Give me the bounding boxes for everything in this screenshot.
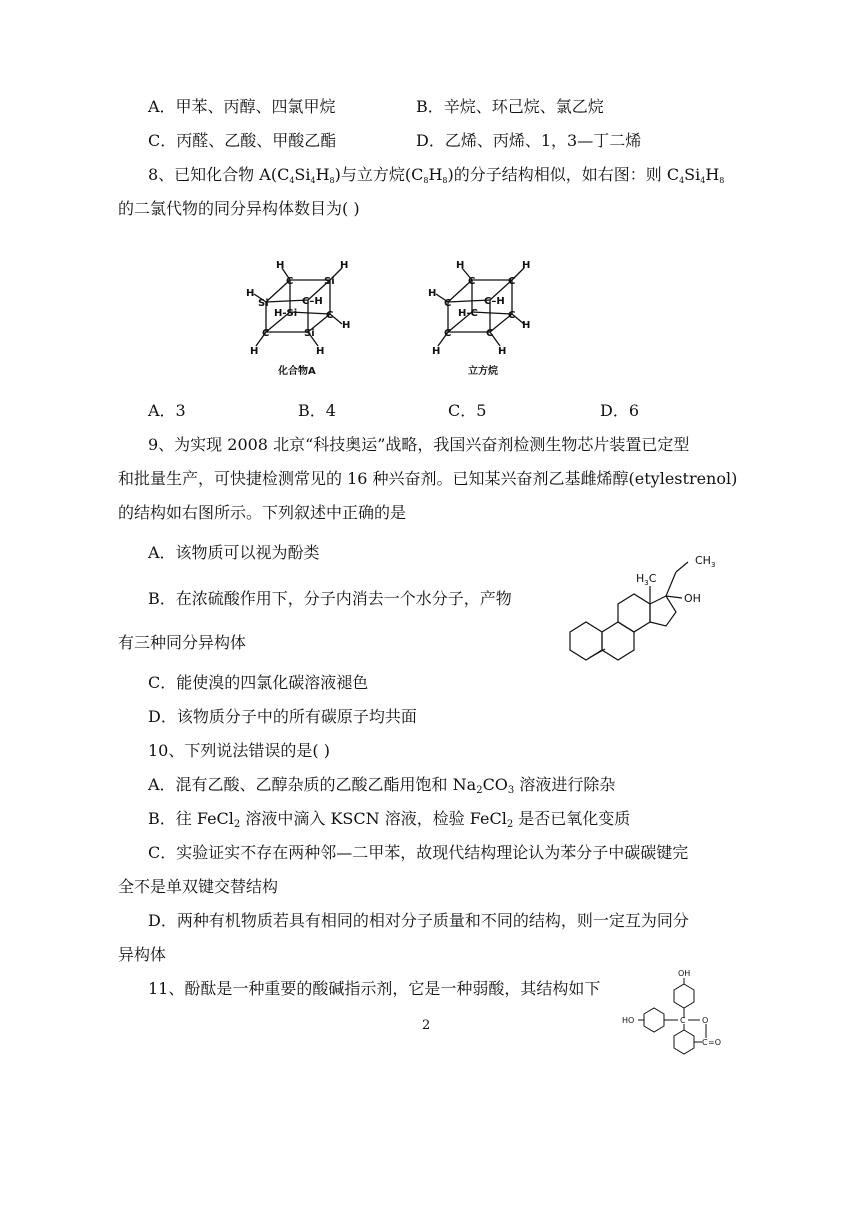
q7-option-d: D．乙烯、丙烯、1，3—丁二烯 bbox=[416, 131, 642, 150]
atom-label: Si bbox=[324, 276, 335, 287]
atom-label: C bbox=[286, 276, 294, 287]
q9-option-b-line2: 有三种同分异构体 bbox=[118, 633, 247, 652]
oh-top-label: OH bbox=[678, 969, 691, 978]
q9-stem-line3: 的结构如右图所示。下列叙述中正确的是 bbox=[118, 503, 407, 522]
atom-label: H bbox=[428, 288, 437, 299]
ho-left-label: HO bbox=[622, 1016, 635, 1025]
atom-label: C bbox=[508, 310, 516, 321]
atom-label: H bbox=[246, 288, 255, 299]
cubane-figure bbox=[422, 256, 542, 380]
q9-option-c: C．能使溴的四氯化碳溶液褪色 bbox=[148, 673, 369, 692]
atom-label: H bbox=[342, 320, 351, 331]
atom-label: C bbox=[444, 328, 452, 339]
page-number: 2 bbox=[422, 1018, 431, 1033]
q10-option-c-line1: C．实验证实不存在两种邻—二甲苯，故现代结构理论认为苯分子中碳碳键完 bbox=[148, 843, 689, 862]
q9-option-a: A．该物质可以视为酚类 bbox=[148, 543, 320, 562]
q9-stem-line2: 和批量生产，可快捷检测常见的 16 种兴奋剂。已知某兴奋剂乙基雌烯醇(etylestrenol) bbox=[118, 469, 738, 488]
q8-option-a: A．3 bbox=[148, 401, 186, 420]
q7-option-a: A．甲苯、丙醇、四氯甲烷 bbox=[148, 97, 336, 116]
q9-stem-line1: 9、为实现 2008 北京“科技奥运”战略，我国兴奋剂检测生物芯片装置已定型 bbox=[148, 435, 690, 454]
atom-label: Si bbox=[304, 328, 315, 339]
atom-label: H bbox=[522, 260, 531, 271]
c-label: C bbox=[680, 1016, 686, 1025]
oh-label: OH bbox=[684, 592, 701, 605]
atom-label: H bbox=[276, 260, 285, 271]
ch3-label: $CH_3$ bbox=[695, 554, 716, 569]
atom-label: C bbox=[326, 310, 334, 321]
q7-option-b: B．辛烷、环己烷、氯乙烷 bbox=[416, 97, 604, 116]
q8-stem-line1: 8、已知化合物 $A(C_4Si_4H_8)$与立方烷$(C_8H_8)$的分子结构相似，如右图：则 $C_4Si_4H_8$ bbox=[148, 165, 725, 185]
atom-label: C bbox=[486, 328, 494, 339]
h3c-label: $H_3C$ bbox=[636, 572, 657, 587]
q8-stem-line2: 的二氯代物的同分异构体数目为( ) bbox=[118, 199, 360, 218]
atom-label: H bbox=[316, 346, 325, 357]
atom-label: C bbox=[262, 328, 270, 339]
q8-option-c: C．5 bbox=[448, 401, 487, 420]
q9-option-b-line1: B．在浓硫酸作用下，分子内消去一个水分子，产物 bbox=[148, 589, 512, 608]
q7-option-c: C．丙醛、乙酸、甲酸乙酯 bbox=[148, 131, 337, 150]
q10-option-b: B．往 FeCl$_2$ 溶液中滴入 KSCN 溶液，检验 FeCl$_2$ 是否已氧化变质 bbox=[148, 809, 631, 830]
atom-label: H bbox=[498, 346, 507, 357]
cubane-caption: 立方烷 bbox=[468, 366, 498, 377]
q10-option-d-line1: D．两种有机物质若具有相同的相对分子质量和不同的结构，则一定互为同分 bbox=[148, 911, 689, 930]
atom-label: H-Si bbox=[274, 308, 298, 319]
q9-option-d: D．该物质分子中的所有碳原子均共面 bbox=[148, 707, 417, 726]
atom-label: H bbox=[340, 260, 349, 271]
atom-label: H bbox=[522, 320, 531, 331]
co-label: C bbox=[702, 1038, 708, 1047]
eq-o-label: =O bbox=[708, 1038, 721, 1047]
q10-option-a: A．混有乙酸、乙醇杂质的乙酸乙酯用饱和 $Na_2CO_3$ 溶液进行除杂 bbox=[148, 775, 616, 796]
atom-label: C bbox=[444, 298, 452, 309]
atom-label: C–H bbox=[302, 296, 323, 307]
atom-label: C–H bbox=[484, 296, 505, 307]
q8-option-d: D．6 bbox=[600, 401, 640, 420]
o-label: O bbox=[702, 1016, 709, 1025]
atom-label: H bbox=[432, 346, 441, 357]
atom-label: C bbox=[508, 276, 516, 287]
compound-a-figure bbox=[238, 256, 358, 380]
atom-label: C bbox=[468, 276, 476, 287]
ethylestrenol-figure bbox=[552, 550, 738, 674]
atom-label: H-C bbox=[458, 308, 478, 319]
q8-option-b: B．4 bbox=[298, 401, 336, 420]
q10-option-c-line2: 全不是单双键交替结构 bbox=[118, 877, 279, 896]
q11-stem: 11、酚酞是一种重要的酸碱指示剂，它是一种弱酸，其结构如下 bbox=[148, 979, 601, 998]
atom-label: H bbox=[456, 260, 465, 271]
phenolphthalein-figure bbox=[620, 966, 730, 1062]
atom-label: Si bbox=[258, 298, 269, 309]
compound-a-caption: 化合物A bbox=[278, 366, 316, 377]
q10-option-d-line2: 异构体 bbox=[118, 945, 167, 964]
q10-stem: 10、下列说法错误的是( ) bbox=[148, 741, 330, 760]
atom-label: H bbox=[250, 346, 259, 357]
